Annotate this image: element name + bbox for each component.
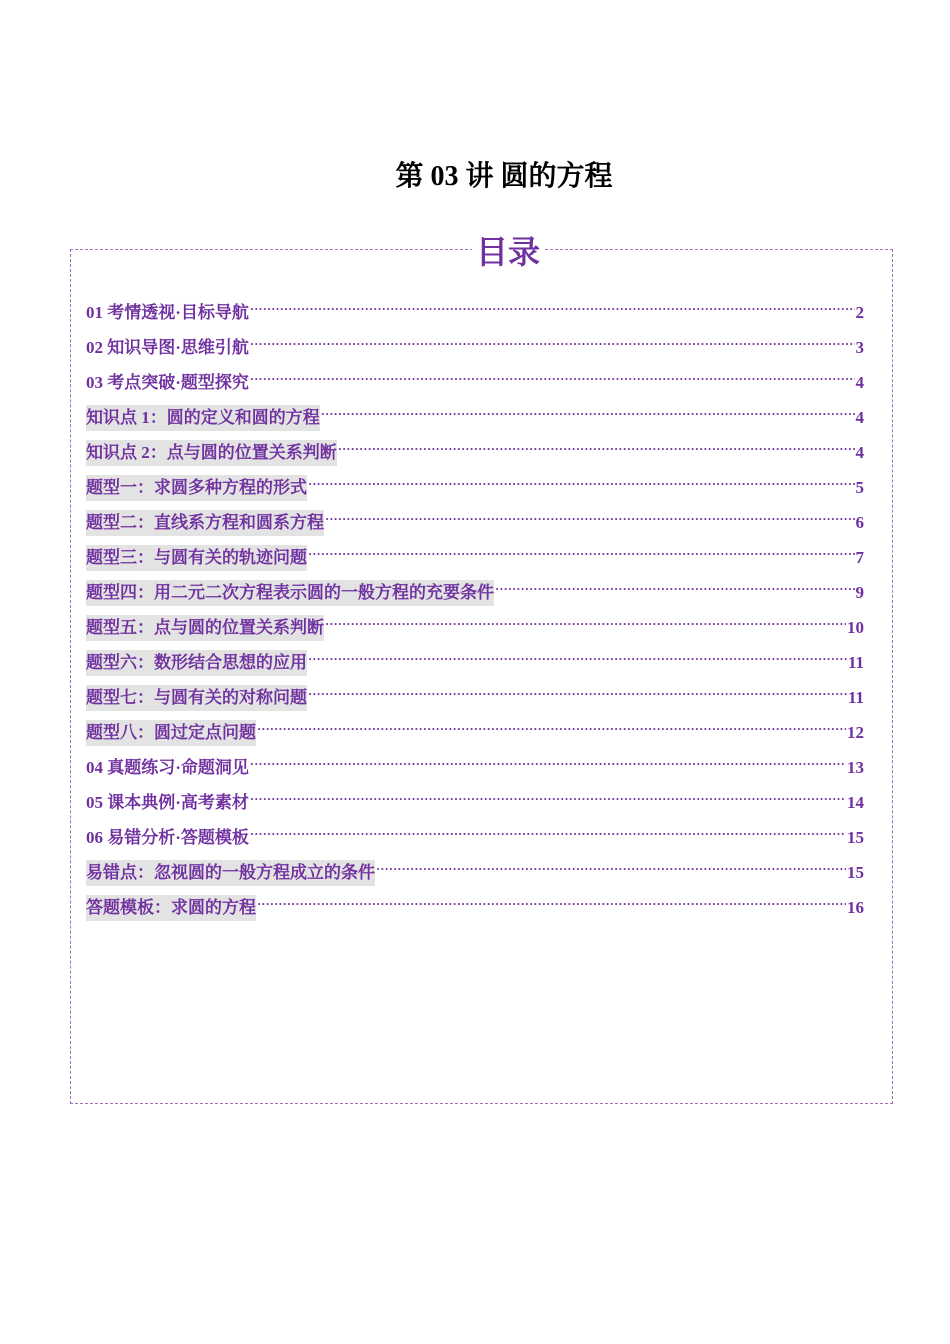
toc-entry[interactable]: [86, 817, 864, 852]
toc-entry-label: 题型六：数形结合思想的应用: [86, 650, 307, 676]
toc-entry[interactable]: [86, 607, 864, 642]
toc-entry-page: 4: [855, 373, 864, 392]
toc-entry[interactable]: [86, 537, 864, 572]
toc-entry-label: 知识点 2：点与圆的位置关系判断: [86, 440, 337, 466]
toc-leader-dots: [308, 677, 847, 703]
toc-leader-dots: [250, 327, 855, 353]
toc-leader-dots: [250, 782, 846, 808]
toc-entry-label: 知识点 1：圆的定义和圆的方程: [86, 405, 320, 431]
toc-entry-label: 03 考点突破·题型探究: [86, 373, 249, 392]
toc-entry-label: 题型七：与圆有关的对称问题: [86, 685, 307, 711]
toc-entry-page: 3: [855, 338, 864, 357]
toc-entry-label: 答题模板：求圆的方程: [86, 895, 256, 921]
toc-entry-label: 04 真题练习·命题洞见: [86, 758, 249, 777]
page-title: 第 03 讲 圆的方程: [395, 161, 613, 192]
toc-entry[interactable]: [86, 432, 864, 467]
toc-entry-label: 05 课本典例·高考素材: [86, 793, 249, 812]
toc-entry-label: 题型三：与圆有关的轨迹问题: [86, 545, 307, 571]
toc-leader-dots: [250, 292, 855, 318]
toc-entry-page: 10: [847, 618, 864, 637]
toc-leader-dots: [257, 887, 846, 913]
toc-entry[interactable]: [86, 467, 864, 502]
toc-entry[interactable]: [86, 502, 864, 537]
toc-entry[interactable]: [86, 887, 864, 922]
toc-entry-page: 12: [847, 723, 864, 742]
toc-entry[interactable]: [86, 712, 864, 747]
toc-entry-page: 13: [847, 758, 864, 777]
toc-entry-label: 02 知识导图·思维引航: [86, 338, 249, 357]
toc-entry-label: 题型一：求圆多种方程的形式: [86, 475, 307, 501]
toc-leader-dots: [325, 607, 846, 633]
toc-entry[interactable]: [86, 747, 864, 782]
toc-list: [86, 292, 864, 922]
toc-entry[interactable]: [86, 397, 864, 432]
toc-entry-page: 4: [855, 443, 864, 462]
toc-leader-dots: [250, 747, 846, 773]
toc-entry-page: 6: [855, 513, 864, 532]
toc-entry-page: 4: [855, 408, 864, 427]
toc-heading: [0, 232, 950, 272]
toc-leader-dots: [308, 642, 847, 668]
toc-entry-page: 9: [855, 583, 864, 602]
toc-entry-label: 题型二：直线系方程和圆系方程: [86, 510, 324, 536]
toc-entry[interactable]: [86, 677, 864, 712]
toc-entry-page: 5: [855, 478, 864, 497]
toc-heading-text: 目录: [472, 233, 544, 271]
toc-entry[interactable]: [86, 642, 864, 677]
toc-entry[interactable]: [86, 572, 864, 607]
toc-leader-dots: [321, 397, 855, 423]
toc-entry[interactable]: [86, 292, 864, 327]
toc-entry-label: 01 考情透视·目标导航: [86, 303, 249, 322]
toc-entry-label: 题型八：圆过定点问题: [86, 720, 256, 746]
toc-leader-dots: [325, 502, 855, 528]
toc-entry[interactable]: [86, 362, 864, 397]
toc-entry-page: 15: [847, 863, 864, 882]
toc-entry[interactable]: [86, 852, 864, 887]
toc-entry-label: 题型四：用二元二次方程表示圆的一般方程的充要条件: [86, 580, 494, 606]
toc-entry-page: 11: [847, 653, 864, 672]
toc-entry[interactable]: [86, 327, 864, 362]
toc-leader-dots: [257, 712, 846, 738]
toc-entry-page: 14: [847, 793, 864, 812]
toc-entry-page: 7: [855, 548, 864, 567]
toc-leader-dots: [495, 572, 855, 598]
toc-entry-page: 15: [847, 828, 864, 847]
toc-leader-dots: [308, 537, 855, 563]
toc-entry-page: 2: [855, 303, 864, 322]
toc-entry-page: 16: [847, 898, 864, 917]
toc-entry[interactable]: [86, 782, 864, 817]
toc-leader-dots: [250, 817, 846, 843]
toc-entry-page: 11: [847, 688, 864, 707]
toc-leader-dots: [250, 362, 855, 388]
toc-entry-label: 06 易错分析·答题模板: [86, 828, 249, 847]
toc-entry-label: 易错点：忽视圆的一般方程成立的条件: [86, 860, 375, 886]
toc-leader-dots: [338, 432, 855, 458]
toc-entry-label: 题型五：点与圆的位置关系判断: [86, 615, 324, 641]
toc-leader-dots: [376, 852, 846, 878]
toc-leader-dots: [308, 467, 855, 493]
